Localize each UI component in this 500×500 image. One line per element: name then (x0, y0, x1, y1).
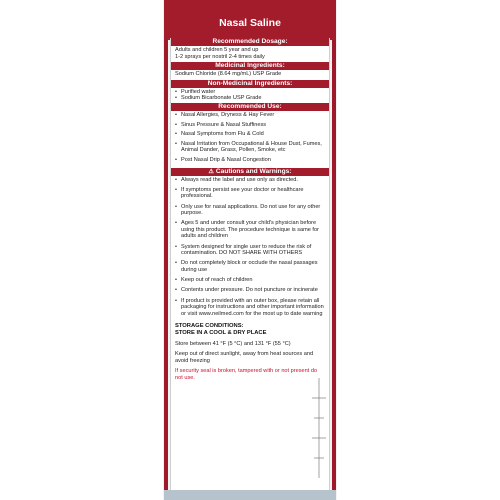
warning-triangle-icon: ⚠ (208, 168, 214, 175)
storage-sunlight: Keep out of direct sunlight, away from heat sources and avoid freezing (175, 351, 314, 364)
uses-header: Recommended Use: (171, 103, 329, 111)
non-medicinal-header: Non-Medicinal Ingredients: (171, 80, 329, 88)
uses-list (171, 112, 329, 168)
product-title: Nasal Saline (219, 17, 281, 29)
dosage-header: Recommended Dosage: (171, 38, 329, 46)
list-item: • Keep out of reach of children (175, 277, 325, 284)
medicinal-header: Medicinal Ingredients: (171, 62, 329, 70)
security-seal-warning: If security seal is broken, tampered with or not present do not use. (175, 368, 318, 381)
list-item: • Ages 5 and under consult your child's physician before using this product. The procedure technique is same for adults and children (175, 220, 325, 240)
list-item: • Purified water (175, 89, 325, 96)
list-item: • Always read the label and use only as directed. (175, 177, 325, 184)
label-side-stripe-left (164, 0, 168, 500)
list-item: • Do not completely block or occlude the nasal passages during use (175, 260, 325, 273)
medicinal-text: Sodium Chloride (8.64 mg/mL) USP Grade (175, 71, 282, 78)
list-item: • System designed for single user to reduce the risk of contamination. DO NOT SHARE WITH OTHERS (175, 244, 325, 257)
storage-header (171, 322, 329, 337)
cautions-header-label: Cautions and Warnings: (215, 167, 292, 175)
list-item: • Nasal Symptoms from Flu & Cold (175, 131, 325, 138)
list-item: • Sodium Bicarbonate USP Grade (175, 95, 325, 102)
list-item: • If symptoms persist see your doctor or healthcare professional. (175, 187, 325, 200)
product-label-panel (164, 0, 336, 500)
label-bottom-band (164, 490, 336, 500)
dosage-text (171, 47, 329, 62)
cautions-list (171, 177, 329, 322)
list-item: • Post Nasal Drip & Nasal Congestion (175, 157, 325, 164)
list-item: • If product is provided with an outer box, please retain all packaging for instructions and other important information or visit www.neilmed.com for the most up to date warning (175, 298, 325, 318)
list-item: • Contents under pressure. Do not puncture or incinerate (175, 287, 325, 294)
cautions-header (171, 168, 329, 176)
storage-title: STORAGE CONDITIONS: (175, 322, 244, 329)
label-side-stripe-right (332, 0, 336, 500)
graduation-marks (308, 378, 330, 478)
list-item: • Nasal Allergies, Dryness & Hay Fever (175, 112, 325, 119)
dosage-line: 1-2 sprays per nostril 2-4 times daily (175, 53, 265, 60)
label-content (170, 38, 330, 490)
storage-temperature: Store between 41 °F (5 °C) and 131 °F (55 °C) (175, 340, 291, 347)
dosage-line: Adults and children 5 year and up (175, 47, 259, 53)
list-item: • Sinus Pressure & Nasal Stuffiness (175, 122, 325, 129)
non-medicinal-list (171, 89, 329, 103)
title-band (164, 0, 336, 40)
storage-subtitle: STORE IN A COOL & DRY PLACE (175, 329, 267, 336)
list-item: • Only use for nasal applications. Do not use for any other purpose. (175, 204, 325, 217)
list-item: • Nasal Irritation from Occupational & House Dust, Fumes, Animal Dander, Grass, Pollen, Smoke, etc (175, 141, 325, 154)
